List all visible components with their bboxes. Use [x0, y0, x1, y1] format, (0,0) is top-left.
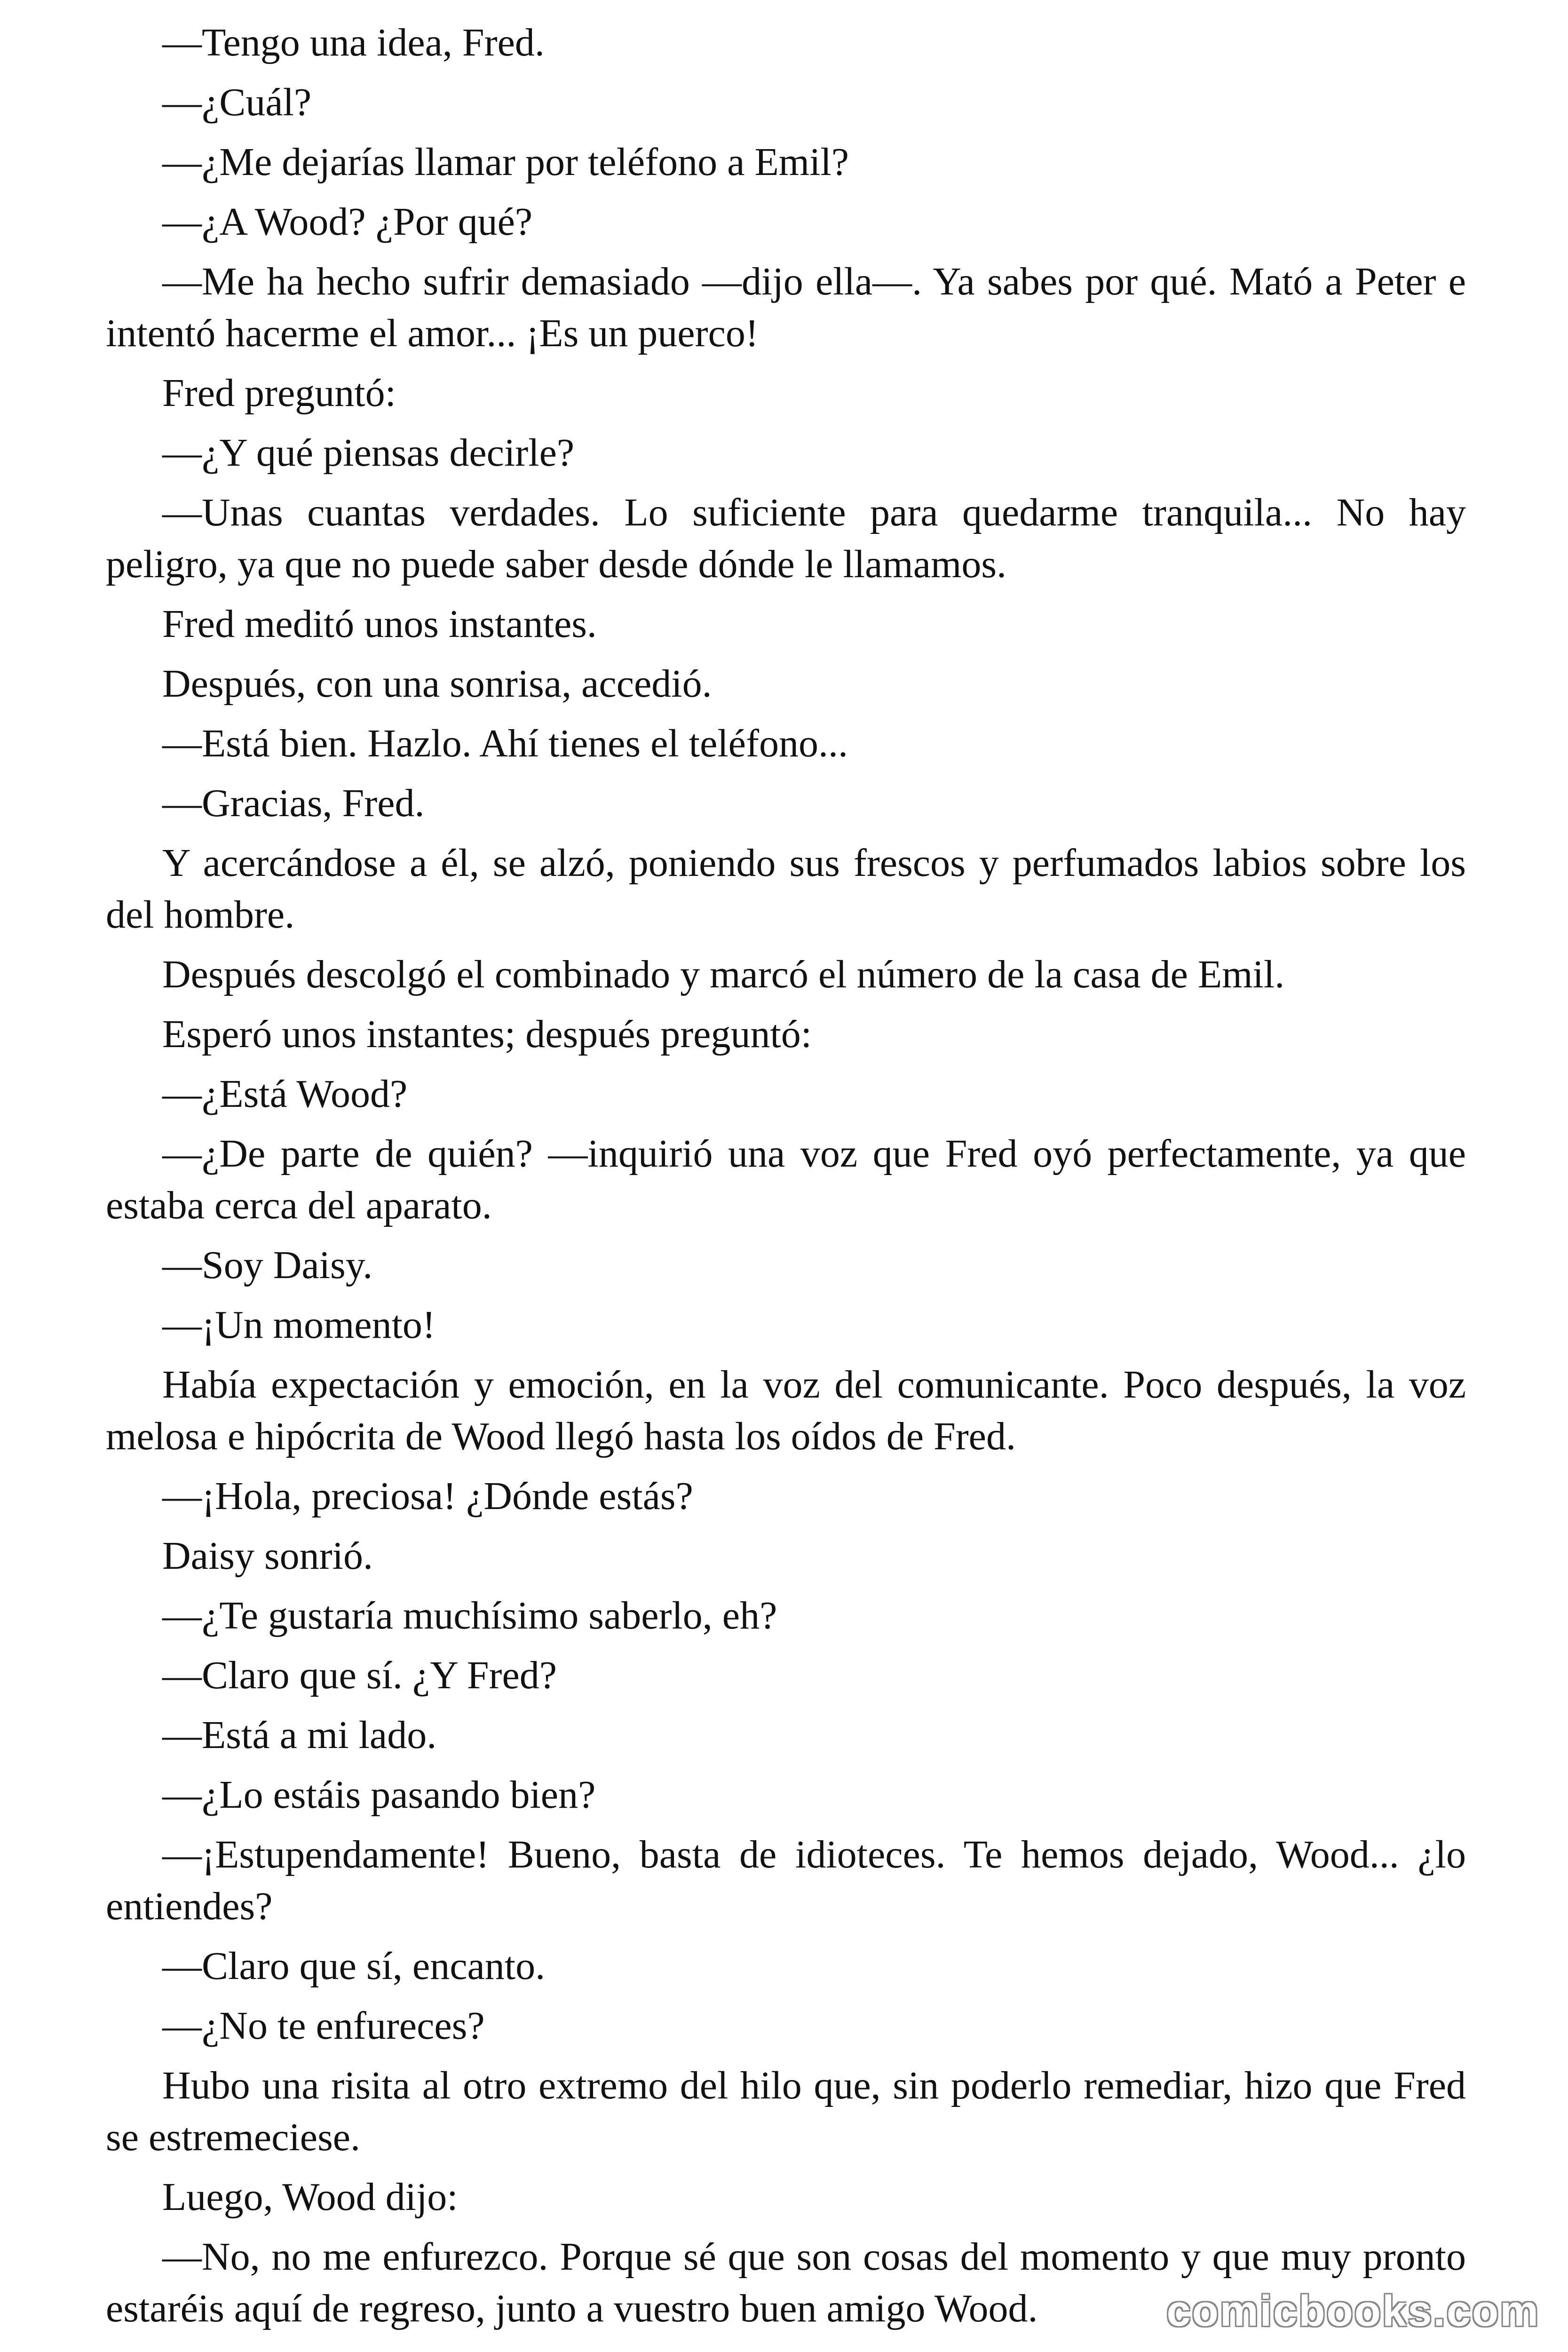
paragraph: Luego, Wood dijo:: [162, 2175, 458, 2219]
paragraph: Daisy sonrió.: [162, 1534, 373, 1578]
paragraph: —Está bien. Hazlo. Ahí tienes el teléfono...: [162, 722, 848, 765]
paragraph: —Unas cuantas verdades. Lo suficiente para quedarme tranquila... No hay peligro, ya que no puede saber desde dónde le llamamos.: [106, 491, 1466, 586]
paragraph: —Me ha hecho sufrir demasiado —dijo ella—. Ya sabes por qué. Mató a Peter e intentó hacerme el amor... ¡Es un puerco!: [106, 260, 1466, 355]
paragraph: —¿No te enfureces?: [162, 2004, 485, 2048]
paragraph: —¿Lo estáis pasando bien?: [162, 1773, 596, 1817]
paragraph: Después descolgó el combinado y marcó el número de la casa de Emil.: [162, 953, 1285, 996]
paragraph: —¿De parte de quién? —inquirió una voz que Fred oyó perfectamente, ya que estaba cerca del aparato.: [106, 1132, 1466, 1227]
paragraph: —¿Y qué piensas decirle?: [162, 431, 575, 475]
paragraph: Fred preguntó:: [162, 371, 396, 415]
paragraph: —¿Está Wood?: [162, 1072, 408, 1116]
paragraph: —Soy Daisy.: [162, 1243, 373, 1287]
watermark-logo: comicbooks.com: [1166, 2287, 1540, 2335]
paragraph: —¿Te gustaría muchísimo saberlo, eh?: [162, 1594, 777, 1637]
paragraph: —¡Hola, preciosa! ¿Dónde estás?: [162, 1474, 693, 1518]
paragraph: Fred meditó unos instantes.: [162, 602, 597, 646]
paragraph: —¿Me dejarías llamar por teléfono a Emil?: [162, 140, 849, 184]
paragraph: —No, no me enfurezco. Porque sé que son cosas del momento y que muy pronto estaréis aquí de regreso, junto a vuestro buen amigo Wood.: [106, 2235, 1466, 2330]
paragraph: Había expectación y emoción, en la voz del comunicante. Poco después, la voz melosa e hipócrita de Wood llegó hasta los oídos de Fred.: [106, 1363, 1466, 1458]
paragraph: —¿A Wood? ¿Por qué?: [162, 200, 533, 244]
paragraph: —Claro que sí, encanto.: [162, 1944, 546, 1988]
paragraph: Hubo una risita al otro extremo del hilo que, sin poderlo remediar, hizo que Fred se estremeciese.: [106, 2064, 1466, 2159]
paragraph: —¡Un momento!: [162, 1303, 436, 1347]
paragraph: —¡Estupendamente! Bueno, basta de idioteces. Te hemos dejado, Wood... ¿lo entiendes?: [106, 1833, 1466, 1928]
paragraph: Y acercándose a él, se alzó, poniendo sus frescos y perfumados labios sobre los del hombre.: [106, 841, 1466, 937]
paragraph: Después, con una sonrisa, accedió.: [162, 662, 712, 706]
paragraph: Esperó unos instantes; después preguntó:: [162, 1012, 812, 1056]
paragraph: —Gracias, Fred.: [162, 781, 425, 825]
paragraph: —¿Cuál?: [162, 80, 312, 124]
paragraph: —Claro que sí. ¿Y Fred?: [162, 1653, 557, 1697]
paragraph: —Tengo una idea, Fred.: [162, 21, 545, 64]
paragraph: —Está a mi lado.: [162, 1713, 437, 1757]
page-text: [106, 17, 1466, 2343]
